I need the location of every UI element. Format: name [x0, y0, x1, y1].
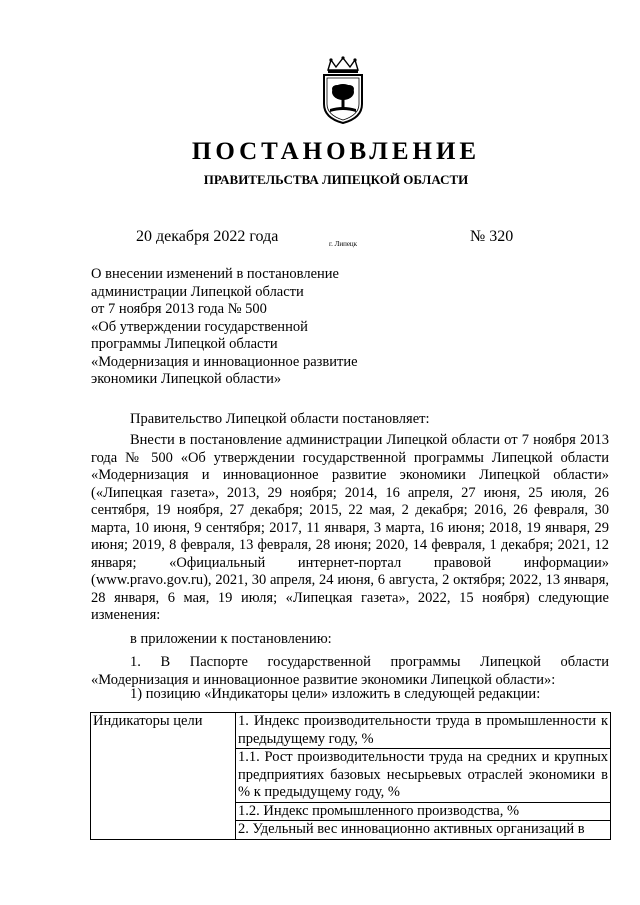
heading-line: экономики Липецкой области» [91, 371, 282, 387]
heading-line: О внесении изменений в постановление [91, 266, 339, 282]
indicator-item: 2. Удельный вес инновационно активных организаций в [238, 821, 585, 837]
paragraph-appendix: в приложении к постановлению: [130, 631, 332, 647]
table-items-cell [236, 713, 611, 840]
paragraph-passport: 1. В Паспорте государственной программы Липецкой области «Модернизация и инновационное развитие экономики Липецкой области»: [91, 654, 609, 688]
heading-line: от 7 ноября 2013 года № 500 [91, 301, 267, 317]
heading-line: программы Липецкой области [91, 336, 278, 352]
document-number: № 320 [470, 228, 514, 245]
table-row [91, 713, 611, 840]
indicator-item: 1.1. Рост производительности труда на средних и крупных предприятиях базовых несырьевых отраслей экономики в % к предыдущему году, % [236, 749, 610, 803]
indicator-item: 1. Индекс производительности труда в промышленности к предыдущему году, % [236, 713, 610, 749]
preamble-text: Правительство Липецкой области постановляет: [130, 411, 430, 427]
paragraph-position: 1) позицию «Индикаторы цели» изложить в следующей редакции: [130, 686, 541, 702]
paragraph-amendments: Внести в постановление администрации Липецкой области от 7 ноября 2013 года № 500 «Об утверждении государственной программы Липецкой области «Модернизация и инновационное развитие экономики Липецкой области» («Липецкая газета», 2013, 29 ноября; 2014, 16 апреля, 27 июня, 25 июля, 26 сентября, 19 ноября, 27 декабря; 2015, 22 мая, 2 декабря; 2016, 26 февраля, 30 марта, 10 июня, 9 сентября; 2017, 11 января, 3 марта, 16 июня; 2018, 19 января, 29 июня; 2019, 8 февраля, 13 февраля, 28 июня; 2020, 14 февраля, 1 декабря; 2021, 12 января; «Официальный интернет-портал правовой информации» (www.pravo.gov.ru), 2021, 30 апреля, 24 июня, 6 августа, 2 октября; 2022, 13 января, 28 января, 6 мая, 19 июля; «Липецкая газета», 2022, 15 ноября) следующие изменения: [91, 432, 609, 623]
heading-line: «Об утверждении государственной [91, 318, 308, 335]
indicators-table [90, 712, 611, 840]
heading-line: «Модернизация и инновационное развитие [91, 353, 358, 370]
indicator-item: 1.2. Индекс промышленного производства, % [236, 803, 610, 822]
document-city: г. Липецк [329, 240, 358, 248]
issuing-authority: ПРАВИТЕЛЬСТВА ЛИПЕЦКОЙ ОБЛАСТИ [203, 172, 469, 187]
table-label-cell: Индикаторы цели [91, 713, 236, 840]
document-date: 20 декабря 2022 года [136, 228, 279, 245]
heading-line: администрации Липецкой области [91, 283, 304, 300]
document-title: ПОСТАНОВЛЕНИЕ [191, 138, 481, 165]
